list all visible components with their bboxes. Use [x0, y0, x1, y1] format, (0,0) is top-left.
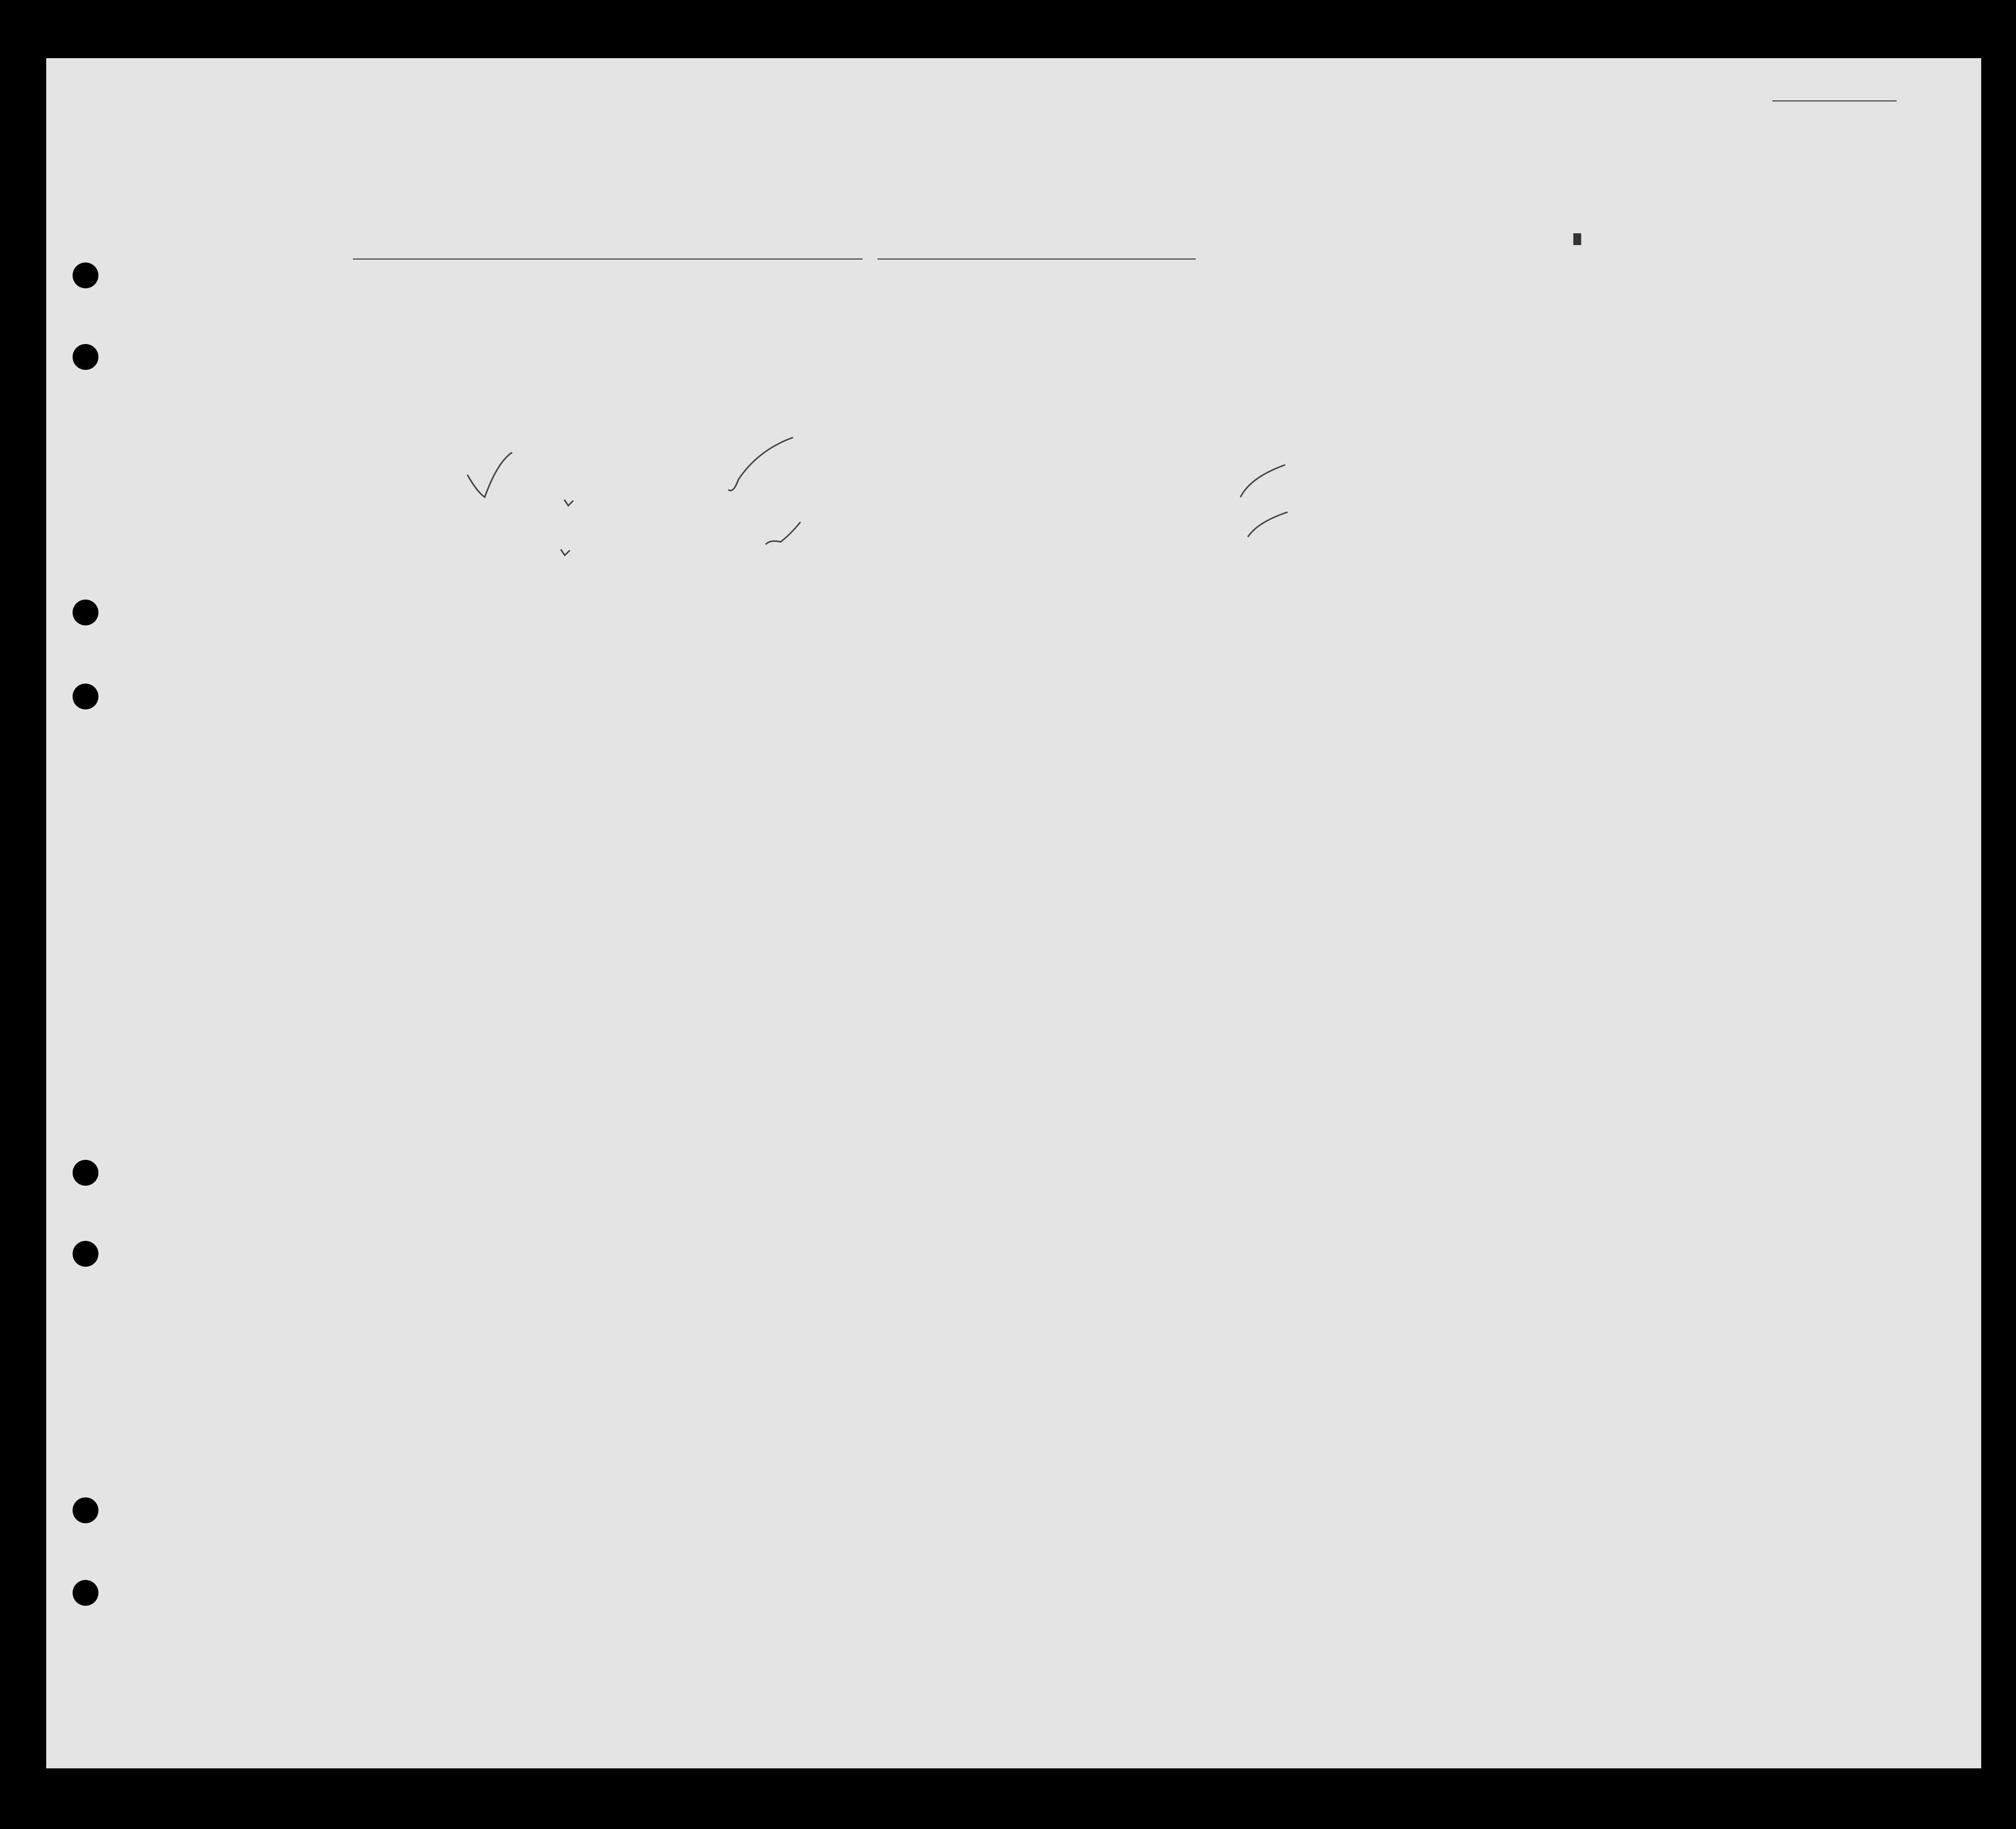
- checkmark: [766, 522, 800, 544]
- checkmark: [467, 452, 512, 497]
- checkmark: [1248, 512, 1288, 537]
- checkmark: [561, 549, 570, 555]
- checkmark: [1240, 465, 1285, 497]
- checkmark: [728, 437, 793, 491]
- checkmark: [564, 500, 573, 506]
- page-marker: ▘: [1574, 234, 1589, 257]
